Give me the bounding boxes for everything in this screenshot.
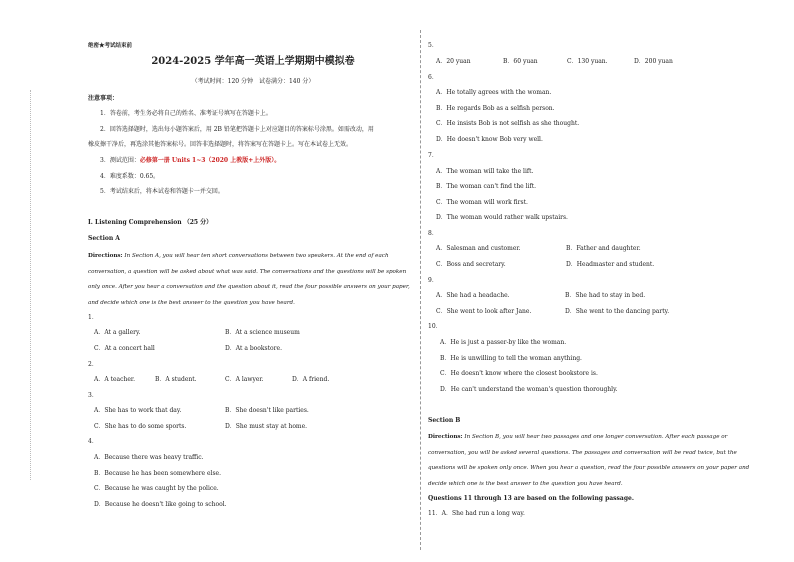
section-b-heading: Section B [428,417,461,424]
option-d: D．200 yuan [634,58,673,65]
option-d: D．He doesn't know Bob very well. [436,136,543,143]
option-c: C．He doesn't know where the closest bookstore is. [440,370,598,377]
option-a: A．He totally agrees with the woman. [436,89,552,96]
directions-line: and decide which one is the best answer to the question you have heard. [88,299,295,306]
option-d: D．The woman would rather walk upstairs. [436,214,568,221]
directions-line: questions will be spoken only once. When you hear a question, read the four possible answers on your paper and [428,465,750,471]
option-c: C．He insists Bob is not selfish as she thought. [436,120,580,127]
option-c: C．A lawyer. [225,376,264,383]
option-d: D．Headmaster and student. [566,261,655,268]
option-b: B．A student. [155,376,197,383]
option-a: A．A teacher. [94,376,136,383]
note-item: 5．考试结束后，将本试卷和答题卡一并交回。 [100,188,224,195]
part1-heading: I. Listening Comprehension （25 分） [88,219,213,226]
directions-line: only once. After you hear a conversation and the question about it, read the four possible answers on your paper, [88,284,410,290]
question-number: 2． [88,361,98,368]
option-a: A．She had a headache. [436,292,510,299]
directions-label: Directions: [428,434,463,440]
option-b: B．At a science museum [225,329,300,336]
secret-label: 绝密★考试结束前 [88,43,133,49]
option-c: C．Boss and secretary. [436,261,506,268]
option-a: A．He is just a passer-by like the woman. [440,339,567,346]
option-a: A．Salesman and customer. [436,245,521,252]
option-d: D．Because he doesn't like going to school. [94,501,227,508]
option-a: A．The woman will take the lift. [436,168,534,175]
question-number: 9． [428,277,438,284]
option-b: B．The woman can't find the lift. [436,183,537,190]
option-a: A．At a gallery. [94,329,141,336]
note-item: 1．答卷前，考生务必将自己的姓名、准考证号填写在答题卡上。 [100,110,272,117]
option-b: B．She had to stay in bed. [565,292,646,299]
section-a-heading: Section A [88,235,120,242]
directions-line: conversation, a question will be asked about what was said. The conversations and the questions will be spoken [88,268,407,275]
note-item: 2．回答选择题时，选出每小题答案后，用 2B 铅笔把答题卡上对应题目的答案标号涂黑。如需改动，用 [100,126,374,133]
directions-line: decide which one is the best answer to the question you have heard. [428,480,623,487]
directions-line: conversation, you will be asked several questions. The passages and conversation will be read twice, but the [428,449,737,456]
note-item: 橡皮擦干净后，再选涂其他答案标号。回答非选择题时，将答案写在答题卡上。写在本试卷上无效。 [88,141,353,148]
option-d: D．She went to the dancing party. [565,308,670,315]
option-d: D．She must stay at home. [225,423,308,430]
option-c: C．The woman will work first. [436,199,528,206]
option-c: C．Because he was caught by the police. [94,485,219,492]
notes-heading: 注意事项： [88,95,119,102]
question-number: 6． [428,74,438,81]
question-number: 4． [88,438,98,445]
option-d: D．He can't understand the woman's question thoroughly. [440,386,618,393]
question-number: 10． [428,323,442,330]
option-a: A．20 yuan [436,58,471,65]
option-d: D．A friend. [292,376,330,383]
directions-label: Directions: [88,253,123,259]
option-a: A．She has to work that day. [94,407,182,414]
question-number: 1． [88,314,98,321]
section-a-directions [88,249,414,311]
question-number: 3． [88,392,98,399]
option-b: B．Father and daughter. [566,245,641,252]
note-scope-prefix: 3．测试范围： [100,157,140,164]
option-b: B．60 yuan [503,58,538,65]
note-scope-range: 必修第一册 Units 1~3（2020 上教版+上外版）。 [139,157,281,164]
seal-line [30,90,31,480]
option-c: C．130 yuan. [567,58,608,65]
directions-line: In Section B, you will hear two passages and one longer conversation. After each passage or [462,434,728,440]
option-b: B．He is unwilling to tell the woman anything. [440,355,582,362]
option-c: C．At a concert hall [94,345,155,352]
option-b: B．She doesn't like parties. [225,407,309,414]
option-d: D．At a bookstore. [225,345,282,352]
option-c: C．She went to look after Jane. [436,308,532,315]
column-divider [420,30,421,550]
directions-line: In Section A, you will hear ten short conversations between two speakers. At the end of each [122,253,389,259]
question-number: 7． [428,152,438,159]
note-item-scope [100,157,280,165]
section-b-directions [428,430,764,492]
exam-subtitle: （考试时间：120 分钟 试卷满分：140 分） [191,78,315,85]
question-11: 11．A．She had run a long way. [428,510,525,517]
option-b: B．Because he has been somewhere else. [94,470,221,477]
exam-title: 2024-2025 学年高一英语上学期期中模拟卷 [151,56,355,67]
section-b-question-note: Questions 11 through 13 are based on the following passage. [428,495,634,502]
question-number: 8． [428,230,438,237]
note-item: 4．难度系数：0.65。 [100,173,160,180]
question-number: 5． [428,42,438,49]
option-b: B．He regards Bob as a selfish person. [436,105,555,112]
option-a: A．Because there was heavy traffic. [94,454,204,461]
option-c: C．She has to do some sports. [94,423,187,430]
